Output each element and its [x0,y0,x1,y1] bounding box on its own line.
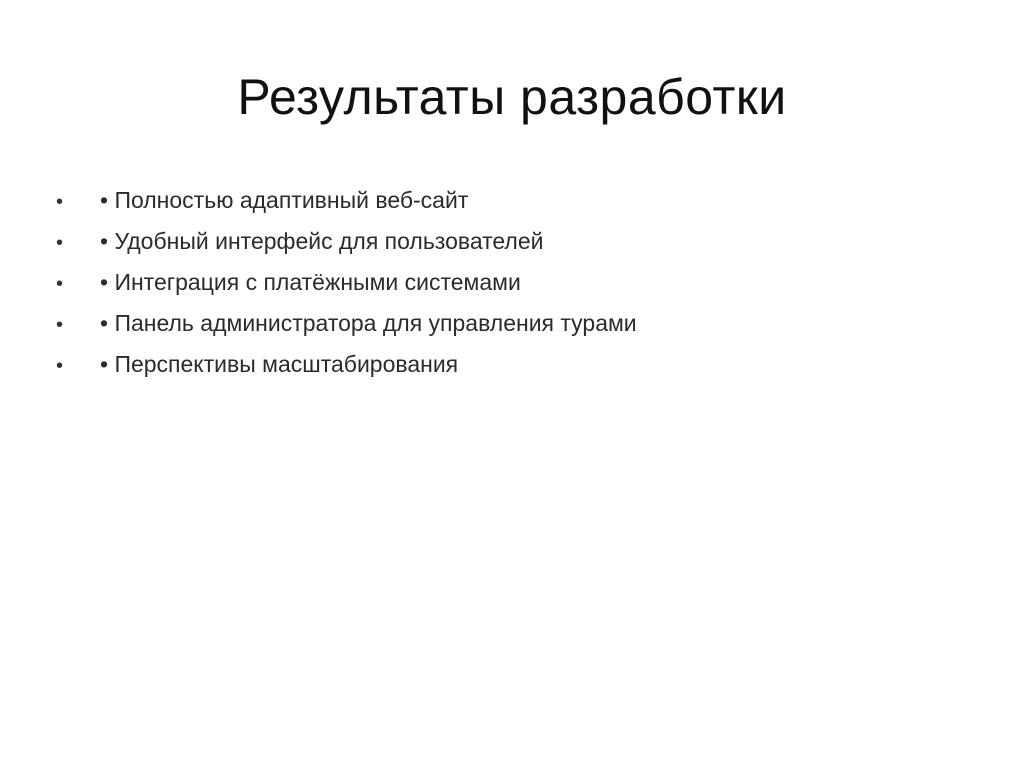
bullet-item [56,180,976,221]
bullet-item [56,221,976,262]
bullet-marker: • [56,191,64,213]
bullet-text: • Перспективы масштабирования [100,351,459,377]
bullet-marker: • [56,273,64,295]
bullet-text: • Полностью адаптивный веб-сайт [100,187,469,213]
bullet-marker: • [56,355,64,377]
bullet-item [56,344,976,385]
bullet-item [56,262,976,303]
bullet-marker: • [56,314,64,336]
bullet-list [56,180,976,385]
slide-title: Результаты разработки [237,69,787,125]
bullet-item [56,303,976,344]
bullet-text: • Панель администратора для управления турами [100,310,637,336]
bullet-text: • Интеграция с платёжными системами [100,269,521,295]
bullet-marker: • [56,232,64,254]
bullet-text: • Удобный интерфейс для пользователей [100,228,544,254]
